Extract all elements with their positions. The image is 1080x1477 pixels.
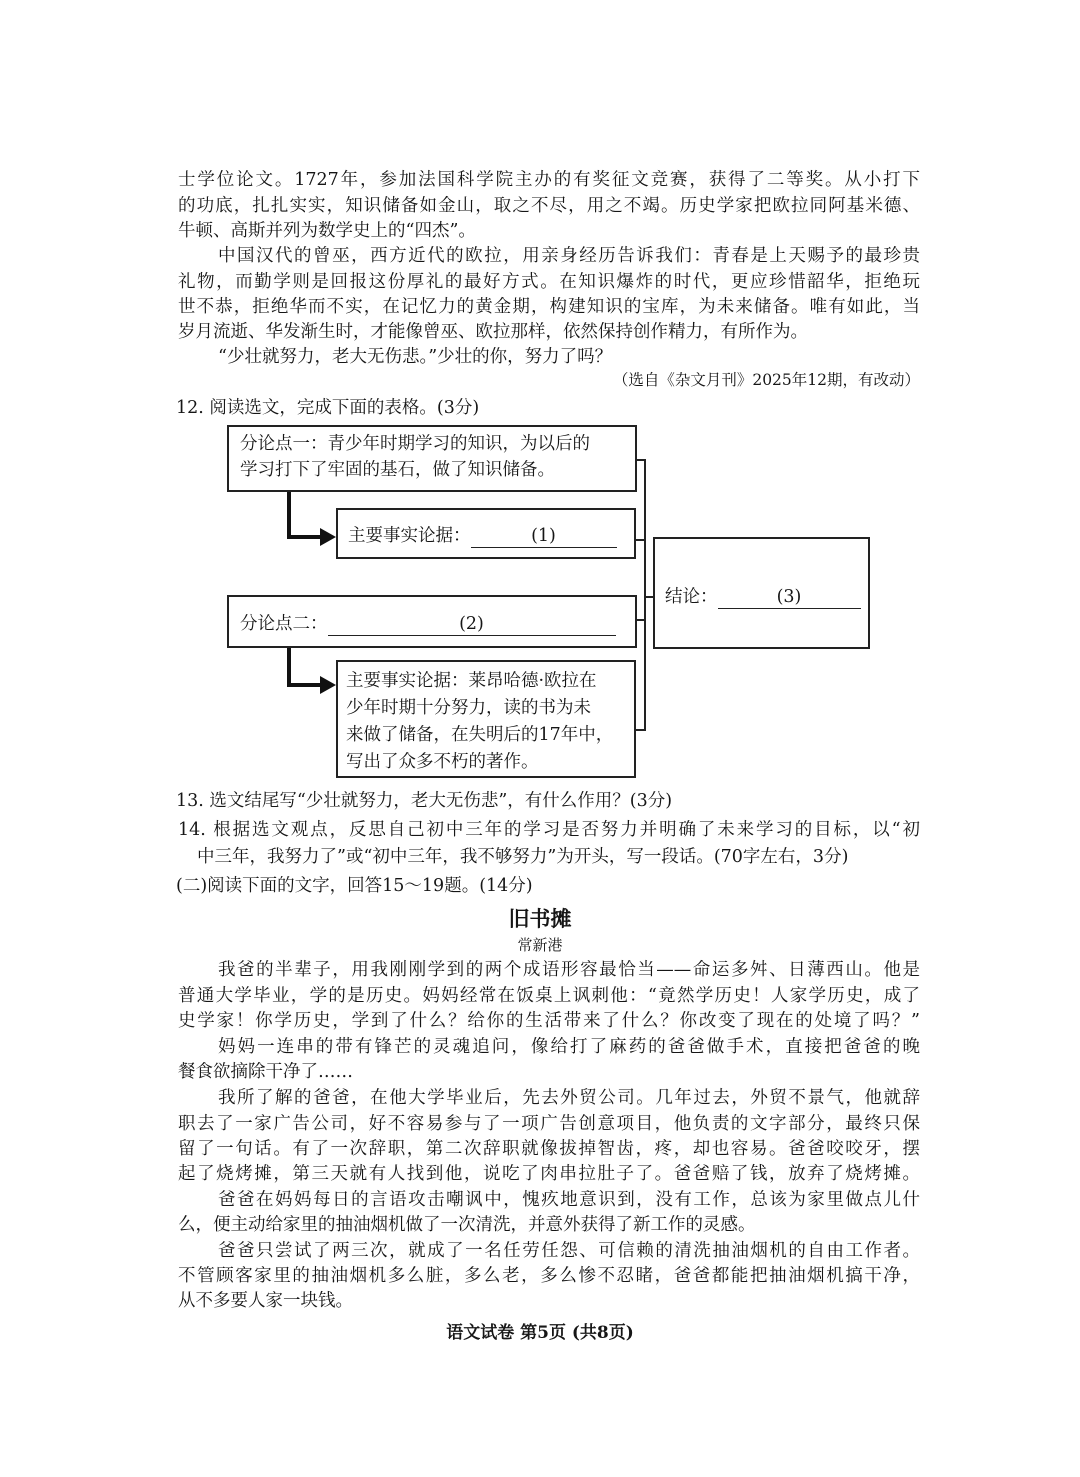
question-14-line: 14. 根据选文观点，反思自己初中三年的学习是否努力并明确了未来学习的目标，以“初 [178,820,920,840]
blank-2[interactable]: (2) [328,613,616,636]
passage-line: 中国汉代的曾巫，西方近代的欧拉，用亲身经历告诉我们：青春是上天赐予的最珍贵 [218,246,920,266]
sub-point-1-line: 学习打下了牢固的基石，做了知识储备。 [240,460,555,480]
story-line: 普通大学毕业，学的是历史。妈妈经常在饭桌上讽刺他：“竟然学历史！人家学历史，成了 [178,986,920,1006]
passage-line: 世不恭，拒绝华而不实，在记忆力的黄金期，构建知识的宝库，为未来储备。唯有如此，当 [178,297,920,317]
blank-3[interactable]: (3) [718,586,861,609]
sub-point-2-label: 分论点二： [240,614,328,634]
story-line: 从不多要人家一块钱。 [178,1291,353,1311]
evidence-2-box [336,660,636,778]
page-footer: 语文试卷 第5页 (共8页) [446,1323,634,1343]
story-line: 史学家！你学历史，学到了什么？给你的生活带来了什么？你改变了现在的处境了吗？” [178,1011,920,1031]
story-line: 不管顾客家里的抽油烟机多么脏，多么老，多么惨不忍睹，爸爸都能把抽油烟机搞干净， [178,1266,920,1286]
sub-point-2-box [227,595,637,648]
story-line: 么，便主动给家里的抽油烟机做了一次清洗，并意外获得了新工作的灵感。 [178,1215,756,1235]
passage-line: 的功底，扎扎实实，知识储备如金山，取之不尽，用之不竭。历史学家把欧拉同阿基米德、 [178,196,920,216]
story-line: 留了一句话。有了一次辞职，第二次辞职就像拔掉智齿，疼，却也容易。爸爸咬咬牙，摆 [178,1139,920,1159]
evidence-2-line: 写出了众多不朽的著作。 [346,752,539,772]
question-14-line: 中三年，我努力了”或“初中三年，我不够努力”为开头，写一段话。(70字左右，3分) [197,847,849,867]
conclusion-label: 结论： [665,587,718,607]
question-12: 12. 阅读选文，完成下面的表格。(3分) [176,398,480,418]
sub-point-1-box [227,425,637,492]
evidence-1-box [336,508,636,559]
blank-1[interactable]: (1) [471,525,617,548]
story-author: 常新港 [517,936,563,954]
evidence-1-label: 主要事实论据： [348,526,471,546]
passage-line: “少壮就努力，老大无伤悲。”少壮的你，努力了吗？ [218,347,613,367]
passage-line: 牛顿、高斯并列为数学史上的“四杰”。 [178,221,476,241]
conclusion-box [653,537,870,649]
story-line: 妈妈一连串的带有锋芒的灵魂追问，像给打了麻药的爸爸做手术，直接把爸爸的晚 [218,1037,920,1057]
story-title: 旧书摊 [508,907,572,931]
sub-point-1-line: 分论点一：青少年时期学习的知识，为以后的 [240,434,590,454]
story-line: 我爸的半辈子，用我刚刚学到的两个成语形容最恰当——命运多舛、日薄西山。他是 [218,960,920,980]
passage-line: 士学位论文。1727年，参加法国科学院主办的有奖征文竞赛，获得了二等奖。从小打下 [178,170,920,190]
story-line: 爸爸在妈妈每日的言语攻击嘲讽中，愧疚地意识到，没有工作，总该为家里做点儿什 [218,1190,920,1210]
question-13: 13. 选文结尾写“少壮就努力，老大无伤悲”，有什么作用？(3分) [176,791,673,811]
story-line: 我所了解的爸爸，在他大学毕业后，先去外贸公司。几年过去，外贸不景气，他就辞 [218,1088,920,1108]
evidence-2-line: 主要事实论据：莱昂哈德·欧拉在 [346,671,597,691]
section-2-header: (二)阅读下面的文字，回答15～19题。(14分) [176,876,533,896]
story-line: 起了烧烤摊，第三天就有人找到他，说吃了肉串拉肚子了。爸爸赔了钱，放弃了烧烤摊。 [178,1164,920,1184]
evidence-2-line: 少年时期十分努力，读的书为未 [346,698,591,718]
story-line: 职去了一家广告公司，好不容易参与了一项广告创意项目，他负责的文字部分，最终只保 [178,1114,920,1134]
passage-line: 岁月流逝、华发渐生时，才能像曾巫、欧拉那样，依然保持创作精力，有所作为。 [178,322,808,342]
story-line: 餐食欲摘除干净了…… [178,1062,353,1082]
passage-line: 礼物，而勤学则是回报这份厚礼的最好方式。在知识爆炸的时代，更应珍惜韶华，拒绝玩 [178,272,920,292]
evidence-2-line: 来做了储备，在失明后的17年中， [346,725,614,745]
story-line: 爸爸只尝试了两三次，就成了一名任劳任怨、可信赖的清洗抽油烟机的自由工作者。 [218,1241,920,1261]
passage-source: （选自《杂文月刊》2025年12期，有改动） [612,371,920,389]
